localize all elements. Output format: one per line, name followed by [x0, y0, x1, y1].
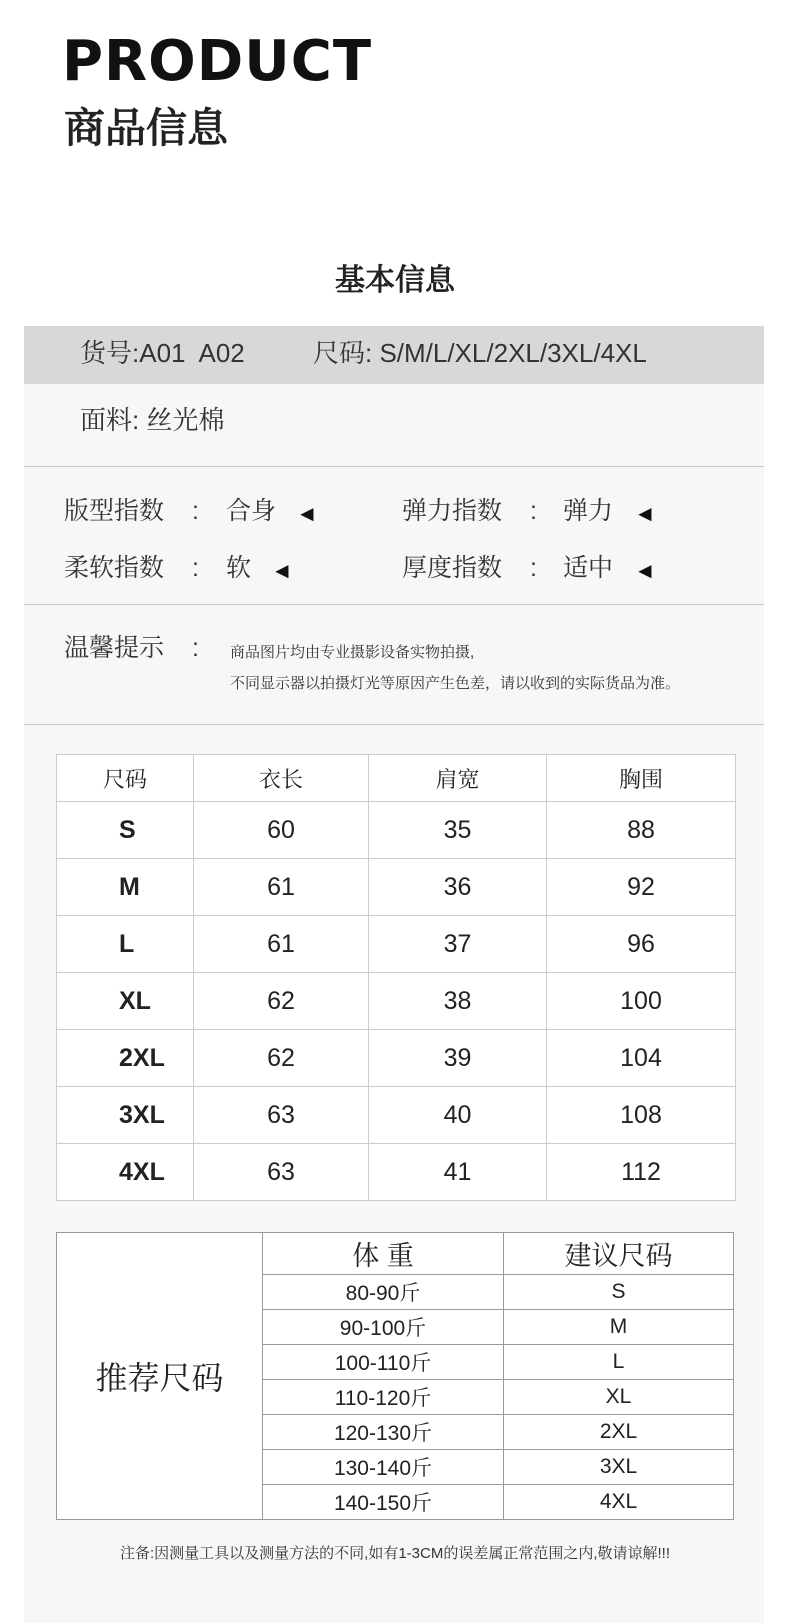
weight-cell: 130-140斤 — [263, 1450, 504, 1485]
index-value-fit: 合身 — [226, 497, 277, 525]
footnote: 注备:因测量工具以及测量方法的不同,如有1-3CM的误差属正常范围之内,敬请谅解!!! — [119, 1545, 670, 1562]
table-row — [57, 973, 736, 1030]
tips-line-2: 不同显示器以拍摄灯光等原因产生色差，请以收到的实际货品为准。 — [230, 675, 681, 692]
index-label-soft: 柔软指数 — [64, 554, 165, 582]
chest-cell: 112 — [547, 1144, 736, 1201]
length-cell: 61 — [194, 916, 369, 973]
length-cell: 60 — [194, 802, 369, 859]
index-arrow-icon: ◄ — [271, 558, 293, 583]
weight-cell: 120-130斤 — [263, 1415, 504, 1450]
header-cell: 体 重 — [263, 1233, 504, 1275]
header-cell: 胸围 — [547, 755, 736, 802]
weight-cell: 80-90斤 — [263, 1275, 504, 1310]
index-colon: : — [530, 554, 537, 582]
divider — [24, 466, 764, 467]
length-cell: 61 — [194, 859, 369, 916]
fabric-label: 面料: 丝光棉 — [80, 405, 225, 435]
index-label-fit: 版型指数 — [64, 497, 165, 525]
chest-cell: 108 — [547, 1087, 736, 1144]
size-cell: 4XL — [57, 1144, 194, 1201]
shoulder-cell: 36 — [369, 859, 547, 916]
tips-line-1: 商品图片均由专业摄影设备实物拍摄, — [230, 644, 475, 661]
suggest-cell: M — [504, 1310, 734, 1345]
chest-cell: 104 — [547, 1030, 736, 1087]
shoulder-cell: 35 — [369, 802, 547, 859]
index-value-thickness: 适中 — [563, 554, 614, 582]
chest-cell: 100 — [547, 973, 736, 1030]
suggest-cell: 3XL — [504, 1450, 734, 1485]
size-cell: L — [57, 916, 194, 973]
shoulder-cell: 37 — [369, 916, 547, 973]
weight-cell: 110-120斤 — [263, 1380, 504, 1415]
size-cell: M — [57, 859, 194, 916]
header-cell: 衣长 — [194, 755, 369, 802]
table-row — [57, 1030, 736, 1087]
size-cell: XL — [57, 973, 194, 1030]
recommend-label: 推荐尺码 — [57, 1233, 263, 1520]
tips-label: 温馨提示 — [64, 634, 165, 662]
size-cell: 2XL — [57, 1030, 194, 1087]
suggest-cell: 2XL — [504, 1415, 734, 1450]
shoulder-cell: 38 — [369, 973, 547, 1030]
index-value-soft: 软 — [226, 554, 252, 582]
index-colon: : — [192, 554, 199, 582]
index-value-elastic: 弹力 — [563, 497, 614, 525]
shoulder-cell: 39 — [369, 1030, 547, 1087]
size-list: 尺码: S/M/L/XL/2XL/3XL/4XL — [313, 338, 647, 368]
suggest-cell: S — [504, 1275, 734, 1310]
suggest-cell: L — [504, 1345, 734, 1380]
shoulder-cell: 40 — [369, 1087, 547, 1144]
weight-cell: 140-150斤 — [263, 1485, 504, 1520]
length-cell: 63 — [194, 1087, 369, 1144]
index-arrow-icon: ◄ — [634, 558, 656, 583]
size-cell: 3XL — [57, 1087, 194, 1144]
chest-cell: 88 — [547, 802, 736, 859]
tips-colon: : — [192, 634, 199, 662]
table-row — [57, 859, 736, 916]
recommend-table-header — [57, 1233, 734, 1275]
length-cell: 62 — [194, 973, 369, 1030]
section-title: 基本信息 — [335, 263, 455, 298]
index-colon: : — [192, 497, 199, 525]
hero-title-cn: 商品信息 — [64, 104, 228, 152]
size-cell: S — [57, 802, 194, 859]
index-label-thickness: 厚度指数 — [402, 554, 503, 582]
item-number: 货号:A01 A02 — [80, 338, 245, 368]
chest-cell: 92 — [547, 859, 736, 916]
table-row — [57, 916, 736, 973]
header-cell: 尺码 — [57, 755, 194, 802]
index-arrow-icon: ◄ — [634, 501, 656, 526]
length-cell: 63 — [194, 1144, 369, 1201]
table-row — [57, 1087, 736, 1144]
suggest-cell: 4XL — [504, 1485, 734, 1520]
length-cell: 62 — [194, 1030, 369, 1087]
header-cell: 肩宽 — [369, 755, 547, 802]
index-arrow-icon: ◄ — [296, 501, 318, 526]
shoulder-cell: 41 — [369, 1144, 547, 1201]
size-table-header — [57, 755, 736, 802]
size-table — [56, 754, 736, 1201]
recommend-table — [56, 1232, 734, 1520]
table-row — [57, 1144, 736, 1201]
hero-title-en: PRODUCT — [62, 29, 373, 94]
index-colon: : — [530, 497, 537, 525]
table-row — [57, 802, 736, 859]
chest-cell: 96 — [547, 916, 736, 973]
divider — [24, 604, 764, 605]
suggest-cell: XL — [504, 1380, 734, 1415]
index-label-elastic: 弹力指数 — [402, 497, 503, 525]
weight-cell: 90-100斤 — [263, 1310, 504, 1345]
weight-cell: 100-110斤 — [263, 1345, 504, 1380]
header-cell: 建议尺码 — [504, 1233, 734, 1275]
divider — [24, 724, 764, 725]
